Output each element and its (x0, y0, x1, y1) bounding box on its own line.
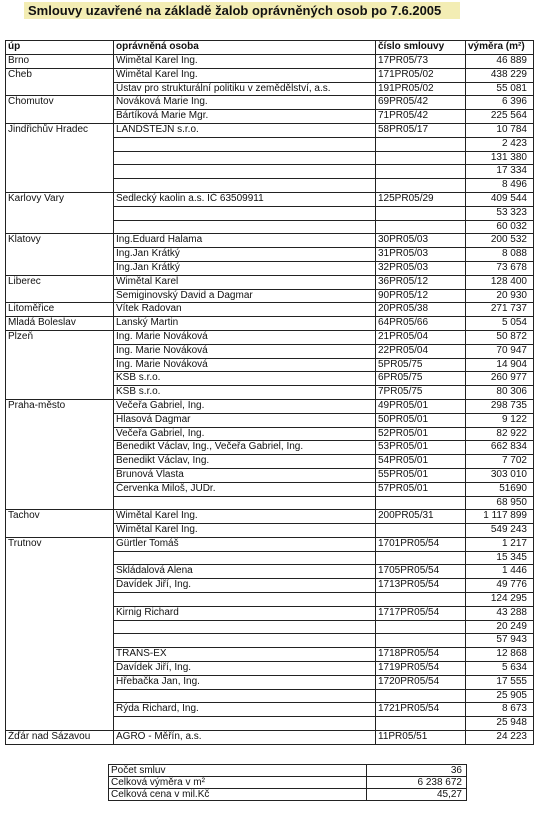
cell-vymera: 8 088 (466, 248, 534, 262)
cell-osoba: Wimětal Karel Ing. (114, 55, 376, 69)
cell-osoba (114, 593, 376, 607)
cell-osoba (114, 689, 376, 703)
table-row (6, 510, 534, 524)
cell-osoba: Wimětal Karel Ing. (114, 510, 376, 524)
cell-up: Liberec (6, 275, 114, 303)
cell-vymera: 7 702 (466, 455, 534, 469)
cell-osoba: Bártíková Marie Mgr. (114, 110, 376, 124)
cell-osoba: Ústav pro strukturální politiku v zemědělství, a.s. (114, 82, 376, 96)
cell-smlouva: 171PR05/02 (376, 68, 466, 82)
header-up: úp (6, 41, 114, 55)
cell-osoba (114, 551, 376, 565)
cell-smlouva: 1713PR05/54 (376, 579, 466, 593)
cell-vymera: 68 950 (466, 496, 534, 510)
cell-smlouva: 64PR05/66 (376, 317, 466, 331)
cell-osoba: Ing.Jan Krátký (114, 261, 376, 275)
cell-smlouva (376, 717, 466, 731)
cell-osoba: Davídek Jiří, Ing. (114, 662, 376, 676)
contracts-table (5, 40, 534, 745)
cell-smlouva: 53PR05/01 (376, 441, 466, 455)
cell-osoba (114, 165, 376, 179)
cell-vymera: 17 334 (466, 165, 534, 179)
table-row (6, 68, 534, 82)
cell-smlouva: 1719PR05/54 (376, 662, 466, 676)
cell-vymera: 5 634 (466, 662, 534, 676)
summary-table (108, 764, 467, 801)
cell-up: Chomutov (6, 96, 114, 124)
cell-vymera: 14 904 (466, 358, 534, 372)
table-row (6, 399, 534, 413)
cell-smlouva: 54PR05/01 (376, 455, 466, 469)
cell-vymera: 25 905 (466, 689, 534, 703)
cell-osoba: Červenka Miloš, JUDr. (114, 482, 376, 496)
cell-osoba (114, 179, 376, 193)
cell-up: Mladá Boleslav (6, 317, 114, 331)
cell-osoba: Ing. Marie Nováková (114, 344, 376, 358)
cell-up: Cheb (6, 68, 114, 96)
cell-osoba: Wimětal Karel Ing. (114, 68, 376, 82)
cell-osoba: Sedlecký kaolin a.s. IČ 63509911 (114, 192, 376, 206)
cell-vymera: 438 229 (466, 68, 534, 82)
cell-smlouva: 31PR05/03 (376, 248, 466, 262)
cell-smlouva: 90PR05/12 (376, 289, 466, 303)
cell-vymera: 70 947 (466, 344, 534, 358)
cell-smlouva: 22PR05/04 (376, 344, 466, 358)
summary-value: 6 238 672 (367, 777, 467, 789)
summary-row (109, 765, 467, 777)
cell-smlouva: 32PR05/03 (376, 261, 466, 275)
summary-value: 36 (367, 765, 467, 777)
cell-osoba (114, 620, 376, 634)
cell-vymera: 549 243 (466, 524, 534, 538)
cell-osoba (114, 634, 376, 648)
table-row (6, 96, 534, 110)
cell-osoba: Benedikt Václav, Ing. (114, 455, 376, 469)
cell-vymera: 225 564 (466, 110, 534, 124)
cell-smlouva: 1717PR05/54 (376, 606, 466, 620)
cell-vymera: 12 868 (466, 648, 534, 662)
table-row (6, 330, 534, 344)
cell-osoba: Ing.Eduard Halama (114, 234, 376, 248)
cell-vymera: 6 396 (466, 96, 534, 110)
cell-smlouva: 11PR05/51 (376, 731, 466, 745)
cell-smlouva (376, 151, 466, 165)
cell-up: Jindřichův Hradec (6, 123, 114, 192)
cell-vymera: 260 977 (466, 372, 534, 386)
cell-up: Tachov (6, 510, 114, 538)
cell-smlouva: 1721PR05/54 (376, 703, 466, 717)
cell-osoba (114, 220, 376, 234)
cell-osoba: Davídek Jiří, Ing. (114, 579, 376, 593)
cell-vymera: 409 544 (466, 192, 534, 206)
cell-osoba: Gürtler Tomáš (114, 537, 376, 551)
cell-vymera: 60 032 (466, 220, 534, 234)
cell-vymera: 1 446 (466, 565, 534, 579)
cell-osoba: LANDŠTEJN s.r.o. (114, 123, 376, 137)
cell-smlouva (376, 206, 466, 220)
cell-vymera: 1 217 (466, 537, 534, 551)
cell-osoba: Rýda Richard, Ing. (114, 703, 376, 717)
cell-smlouva: 30PR05/03 (376, 234, 466, 248)
table-row (6, 317, 534, 331)
cell-osoba: Ing. Marie Nováková (114, 358, 376, 372)
cell-osoba: Večeřa Gabriel, Ing. (114, 427, 376, 441)
cell-vymera: 17 555 (466, 675, 534, 689)
cell-smlouva: 55PR05/01 (376, 468, 466, 482)
table-row (6, 234, 534, 248)
cell-vymera: 303 010 (466, 468, 534, 482)
cell-vymera: 20 930 (466, 289, 534, 303)
cell-smlouva: 71PR05/42 (376, 110, 466, 124)
cell-up: Klatovy (6, 234, 114, 275)
summary-label: Celková cena v mil.Kč (109, 789, 367, 801)
cell-osoba: Lanský Martin (114, 317, 376, 331)
cell-osoba: Ing. Marie Nováková (114, 330, 376, 344)
cell-vymera: 128 400 (466, 275, 534, 289)
cell-vymera: 8 496 (466, 179, 534, 193)
cell-osoba: Kirnig Richard (114, 606, 376, 620)
cell-up: Karlovy Vary (6, 192, 114, 233)
cell-smlouva: 1705PR05/54 (376, 565, 466, 579)
cell-smlouva: 58PR05/17 (376, 123, 466, 137)
cell-vymera: 43 288 (466, 606, 534, 620)
cell-osoba: Hlasová Dagmar (114, 413, 376, 427)
cell-osoba (114, 206, 376, 220)
cell-vymera: 5 054 (466, 317, 534, 331)
table-row (6, 192, 534, 206)
cell-smlouva: 50PR05/01 (376, 413, 466, 427)
cell-up: Litoměřice (6, 303, 114, 317)
cell-osoba: Brunová Vlasta (114, 468, 376, 482)
cell-osoba: Semiginovský David a Dagmar (114, 289, 376, 303)
cell-smlouva: 1720PR05/54 (376, 675, 466, 689)
cell-smlouva (376, 496, 466, 510)
table-row (6, 275, 534, 289)
cell-smlouva (376, 689, 466, 703)
cell-osoba (114, 151, 376, 165)
cell-osoba (114, 496, 376, 510)
cell-vymera: 200 532 (466, 234, 534, 248)
cell-up: Brno (6, 55, 114, 69)
cell-vymera: 2 423 (466, 137, 534, 151)
table-row (6, 731, 534, 745)
cell-osoba: Wimětal Karel Ing. (114, 524, 376, 538)
cell-smlouva (376, 524, 466, 538)
cell-osoba (114, 137, 376, 151)
summary-row (109, 777, 467, 789)
summary-label: Celková výměra v m² (109, 777, 367, 789)
cell-vymera: 57 943 (466, 634, 534, 648)
cell-osoba: AGRO - Měřín, a.s. (114, 731, 376, 745)
cell-vymera: 271 737 (466, 303, 534, 317)
cell-osoba: Hřebačka Jan, Ing. (114, 675, 376, 689)
cell-smlouva: 200PR05/31 (376, 510, 466, 524)
cell-smlouva: 7PR05/75 (376, 386, 466, 400)
cell-up: Trutnov (6, 537, 114, 730)
cell-smlouva: 6PR05/75 (376, 372, 466, 386)
cell-osoba: KSB s.r.o. (114, 372, 376, 386)
summary-row (109, 789, 467, 801)
cell-smlouva (376, 593, 466, 607)
cell-vymera: 49 776 (466, 579, 534, 593)
header-vymera: výměra (m²) (466, 41, 534, 55)
cell-smlouva (376, 220, 466, 234)
cell-smlouva: 191PR05/02 (376, 82, 466, 96)
cell-vymera: 131 380 (466, 151, 534, 165)
cell-vymera: 9 122 (466, 413, 534, 427)
cell-vymera: 124 295 (466, 593, 534, 607)
cell-vymera: 53 323 (466, 206, 534, 220)
cell-vymera: 10 784 (466, 123, 534, 137)
cell-vymera: 20 249 (466, 620, 534, 634)
cell-smlouva (376, 551, 466, 565)
cell-osoba: Večeřa Gabriel, Ing. (114, 399, 376, 413)
cell-vymera: 24 223 (466, 731, 534, 745)
table-row (6, 303, 534, 317)
cell-osoba: Wimětal Karel (114, 275, 376, 289)
cell-smlouva (376, 165, 466, 179)
header-smlouva: číslo smlouvy (376, 41, 466, 55)
cell-vymera: 46 889 (466, 55, 534, 69)
cell-osoba: KSB s.r.o. (114, 386, 376, 400)
cell-vymera: 51690 (466, 482, 534, 496)
cell-smlouva (376, 634, 466, 648)
summary-value: 45,27 (367, 789, 467, 801)
table-row (6, 123, 534, 137)
cell-smlouva (376, 137, 466, 151)
cell-smlouva: 1718PR05/54 (376, 648, 466, 662)
cell-vymera: 298 735 (466, 399, 534, 413)
cell-smlouva: 36PR05/12 (376, 275, 466, 289)
cell-smlouva: 5PR05/75 (376, 358, 466, 372)
cell-osoba: Nováková Marie Ing. (114, 96, 376, 110)
cell-up: Žďár nad Sázavou (6, 731, 114, 745)
cell-vymera: 15 345 (466, 551, 534, 565)
cell-osoba (114, 717, 376, 731)
cell-smlouva: 52PR05/01 (376, 427, 466, 441)
cell-smlouva: 17PR05/73 (376, 55, 466, 69)
cell-vymera: 82 922 (466, 427, 534, 441)
header-osoba: oprávněná osoba (114, 41, 376, 55)
cell-smlouva: 21PR05/04 (376, 330, 466, 344)
cell-vymera: 1 117 899 (466, 510, 534, 524)
cell-up: Plzeň (6, 330, 114, 399)
cell-smlouva: 20PR05/38 (376, 303, 466, 317)
page-title: Smlouvy uzavřené na základě žalob oprávněných osob po 7.6.2005 (24, 2, 460, 19)
cell-smlouva (376, 620, 466, 634)
cell-smlouva: 49PR05/01 (376, 399, 466, 413)
cell-vymera: 662 834 (466, 441, 534, 455)
cell-osoba: Benedikt Václav, Ing., Večeřa Gabriel, Ing. (114, 441, 376, 455)
cell-smlouva: 125PR05/29 (376, 192, 466, 206)
cell-up: Praha-město (6, 399, 114, 509)
cell-smlouva (376, 179, 466, 193)
cell-vymera: 50 872 (466, 330, 534, 344)
table-row (6, 55, 534, 69)
cell-osoba: Skládalová Alena (114, 565, 376, 579)
cell-vymera: 25 948 (466, 717, 534, 731)
cell-osoba: Vítek Radovan (114, 303, 376, 317)
cell-osoba: TRANS-EX (114, 648, 376, 662)
table-row (6, 537, 534, 551)
cell-vymera: 8 673 (466, 703, 534, 717)
cell-osoba: Ing.Jan Krátký (114, 248, 376, 262)
table-header-row (6, 41, 534, 55)
cell-vymera: 55 081 (466, 82, 534, 96)
cell-smlouva: 69PR05/42 (376, 96, 466, 110)
cell-vymera: 80 306 (466, 386, 534, 400)
cell-smlouva: 1701PR05/54 (376, 537, 466, 551)
cell-smlouva: 57PR05/01 (376, 482, 466, 496)
cell-vymera: 73 678 (466, 261, 534, 275)
summary-label: Počet smluv (109, 765, 367, 777)
